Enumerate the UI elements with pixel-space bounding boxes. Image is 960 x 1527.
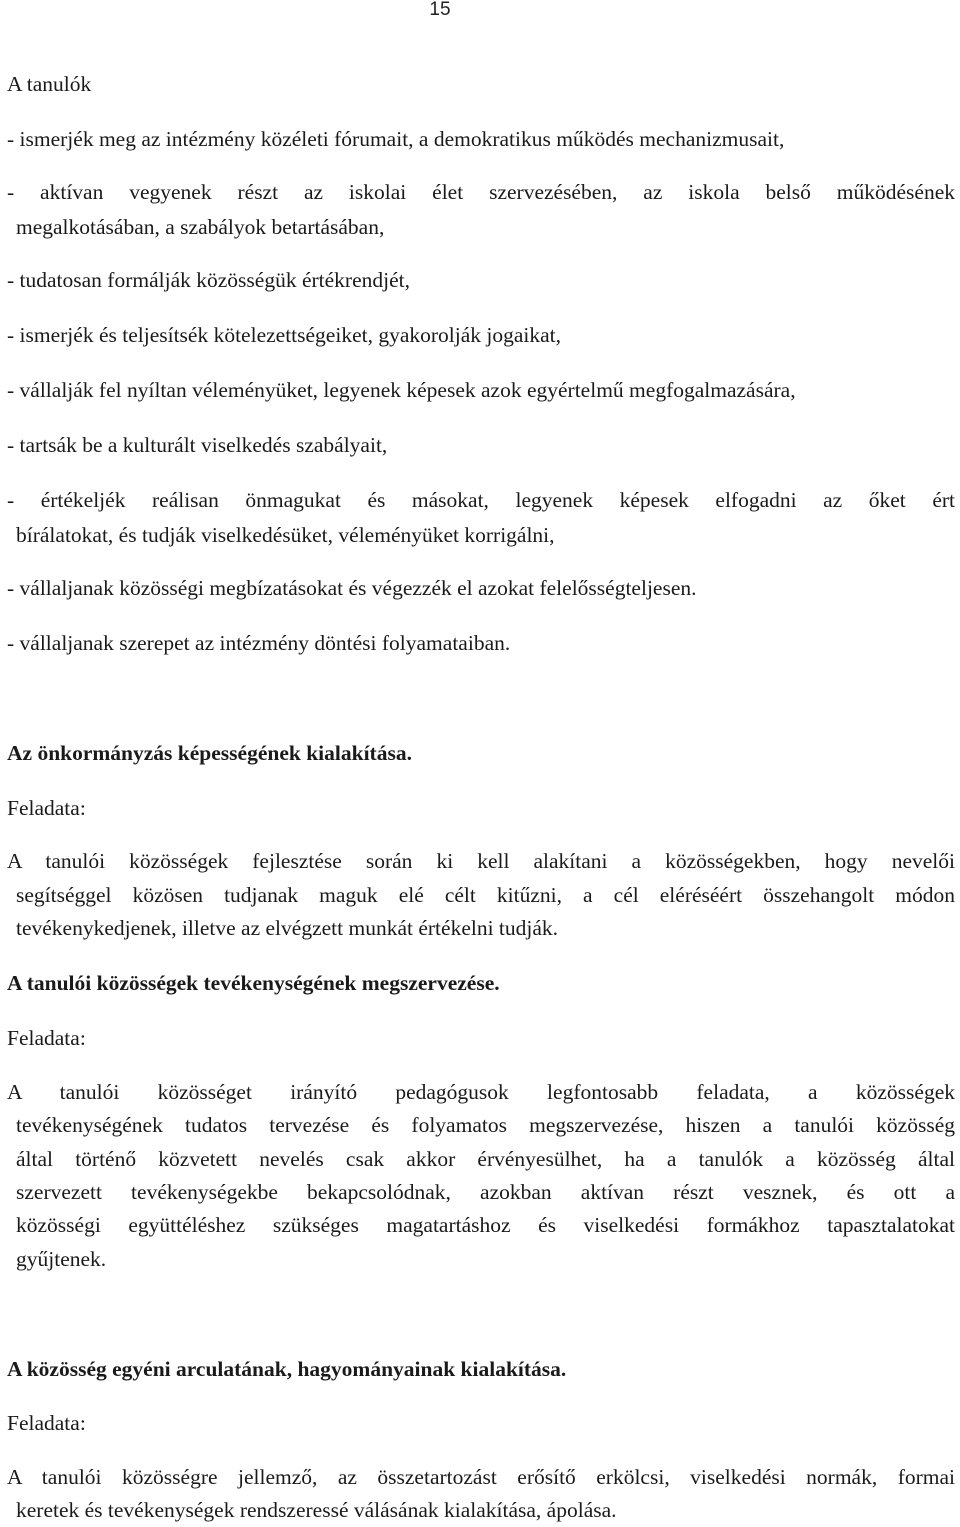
section-paragraph-line: szervezett tevékenységekbe bekapcsolódnak, azokban aktívan részt vesznek, és ott a [16, 1180, 955, 1204]
bullet-item-continuation: bírálatokat, és tudják viselkedésüket, véleményüket korrigálni, [16, 523, 555, 547]
intro-text: A tanulók [7, 72, 92, 96]
bullet-item: - értékeljék reálisan önmagukat és másokat, legyenek képesek elfogadni az őket ért [7, 488, 955, 512]
section-paragraph-line: A tanulói közösséget irányító pedagógusok legfontosabb feladata, a közösségek [7, 1080, 955, 1104]
bullet-item: - vállalják fel nyíltan véleményüket, legyenek képesek azok egyértelmű megfogalmazására, [7, 378, 796, 402]
bullet-item: - vállaljanak szerepet az intézmény döntési folyamataiban. [7, 631, 511, 655]
section-paragraph-line: tevékenykedjenek, illetve az elvégzett munkát értékelni tudják. [16, 916, 559, 940]
section-paragraph-line: A tanulói közösségek fejlesztése során ki kell alakítani a közösségekben, hogy nevelői [7, 849, 955, 873]
section-paragraph-line: gyűjtenek. [16, 1247, 107, 1271]
section-paragraph-line: közösségi együttéléshez szükséges magatartáshoz és viselkedési formákhoz tapasztalatokat [16, 1213, 955, 1237]
bullet-item: - vállaljanak közösségi megbízatásokat és végezzék el azokat felelősségteljesen. [7, 576, 697, 600]
bullet-item: - aktívan vegyenek részt az iskolai élet szervezésében, az iskola belső működésének [7, 180, 955, 204]
section-heading: A közösség egyéni arculatának, hagyományainak kialakítása. [7, 1357, 567, 1381]
bullet-item: - tartsák be a kulturált viselkedés szabályait, [7, 433, 388, 457]
section-label: Feladata: [7, 1411, 86, 1435]
bullet-item-continuation: megalkotásában, a szabályok betartásában, [16, 215, 385, 239]
section-paragraph-line: segítséggel közösen tudjanak maguk elé célt kitűzni, a cél eléréséért összehangolt módon [16, 883, 955, 907]
section-paragraph-line: tevékenységének tudatos tervezése és folyamatos megszervezése, hiszen a tanulói közösség [16, 1113, 955, 1137]
section-label: Feladata: [7, 1026, 86, 1050]
section-paragraph-line: keretek és tevékenységek rendszeressé válásának kialakítása, ápolása. [16, 1498, 617, 1522]
bullet-item: - ismerjék meg az intézmény közéleti fórumait, a demokratikus működés mechanizmusait, [7, 127, 785, 151]
section-heading: Az önkormányzás képességének kialakítása. [7, 741, 412, 765]
section-paragraph-line: által történő közvetett nevelés csak akkor érvényesülhet, ha a tanulók a közösség által [16, 1147, 955, 1171]
bullet-item: - tudatosan formálják közösségük értékrendjét, [7, 268, 410, 292]
page-number: 15 [429, 0, 451, 20]
section-heading: A tanulói közösségek tevékenységének megszervezése. [7, 971, 500, 995]
bullet-item: - ismerjék és teljesítsék kötelezettségeiket, gyakorolják jogaikat, [7, 323, 562, 347]
section-paragraph-line: A tanulói közösségre jellemző, az összetartozást erősítő erkölcsi, viselkedési normák, formai [7, 1465, 955, 1489]
section-label: Feladata: [7, 796, 86, 820]
